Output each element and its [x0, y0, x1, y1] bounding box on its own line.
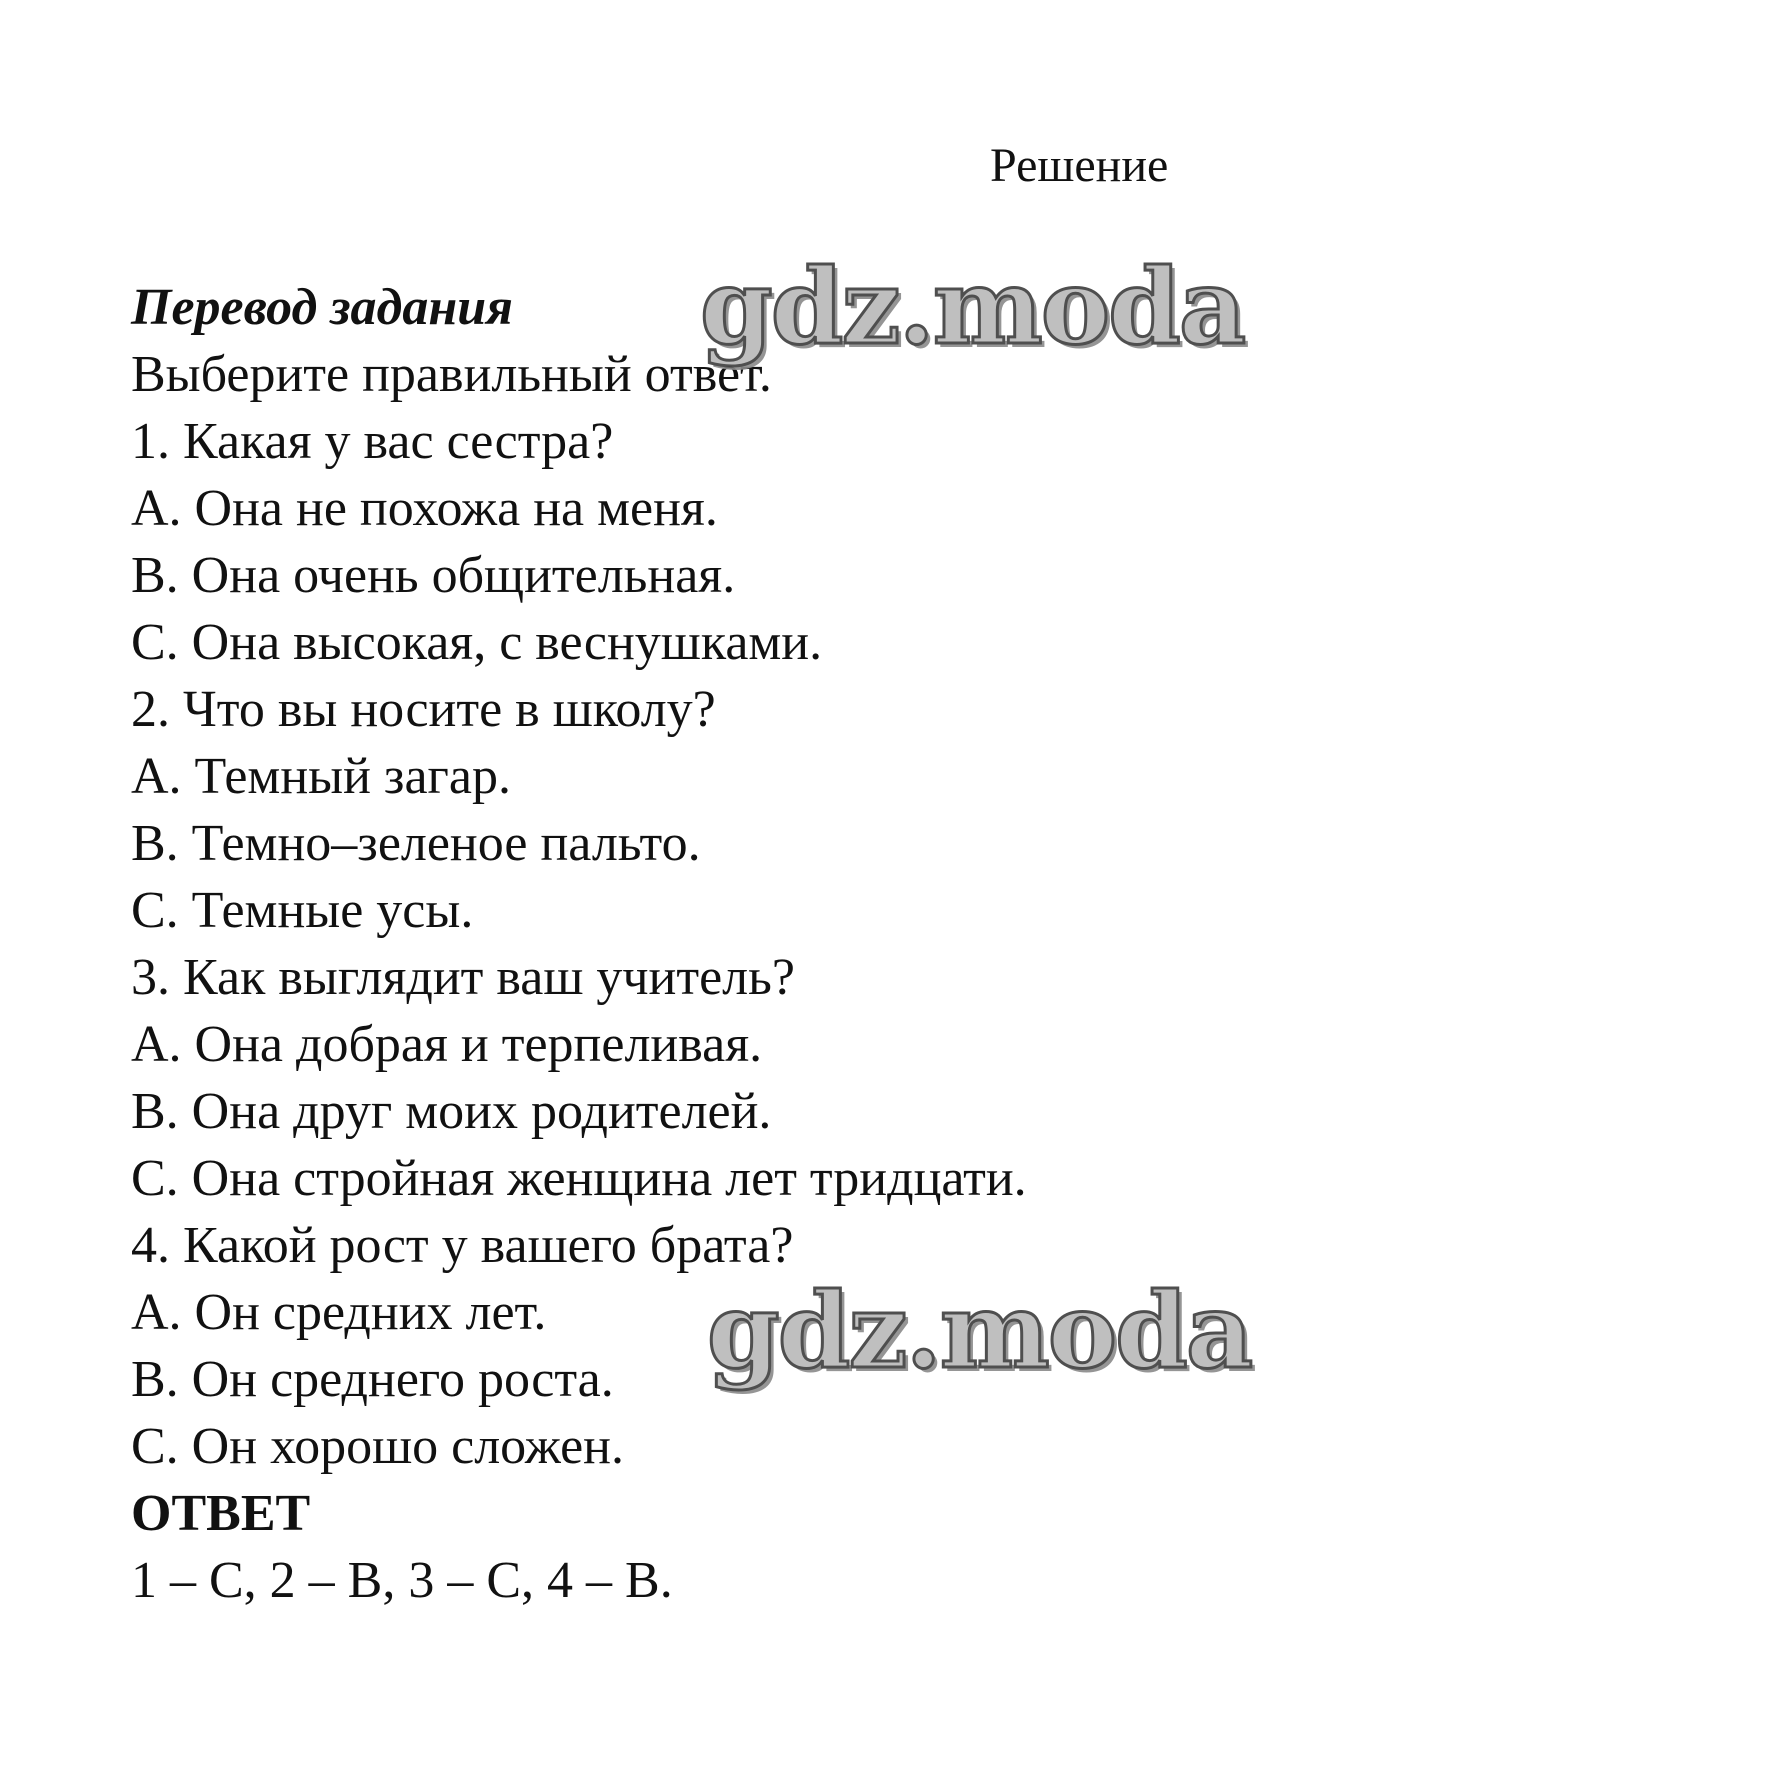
watermark-top: gdz.moda [700, 245, 1245, 368]
question-2-option-a: A. Темный загар. [131, 748, 511, 805]
question-1-option-a: A. Она не похожа на меня. [131, 480, 718, 537]
answer-text: 1 – C, 2 – B, 3 – C, 4 – B. [131, 1552, 673, 1609]
question-3: 3. Как выглядит ваш учитель? [131, 949, 795, 1006]
answer-heading: ОТВЕТ [131, 1485, 311, 1542]
question-4-option-b: B. Он среднего роста. [131, 1351, 614, 1408]
question-3-option-a: A. Она добрая и терпеливая. [131, 1016, 763, 1073]
question-2-option-b: B. Темно–зеленое пальто. [131, 815, 701, 872]
watermark-bottom: gdz.moda [707, 1269, 1252, 1392]
question-4-option-a: A. Он средних лет. [131, 1284, 547, 1341]
question-2: 2. Что вы носите в школу? [131, 681, 716, 738]
instruction: Выберите правильный ответ. [131, 346, 772, 403]
question-1-option-b: B. Она очень общительная. [131, 547, 736, 604]
question-2-option-c: C. Темные усы. [131, 882, 474, 939]
question-1-option-c: C. Она высокая, с веснушками. [131, 614, 823, 671]
question-3-option-b: B. Она друг моих родителей. [131, 1083, 772, 1140]
question-4-option-c: C. Он хорошо сложен. [131, 1418, 625, 1475]
question-3-option-c: C. Она стройная женщина лет тридцати. [131, 1150, 1027, 1207]
section-heading: Перевод задания [131, 279, 513, 336]
question-1: 1. Какая у вас сестра? [131, 413, 614, 470]
question-4: 4. Какой рост у вашего брата? [131, 1217, 794, 1274]
task-content [131, 274, 1631, 1614]
page-title: Решение [990, 139, 1169, 192]
